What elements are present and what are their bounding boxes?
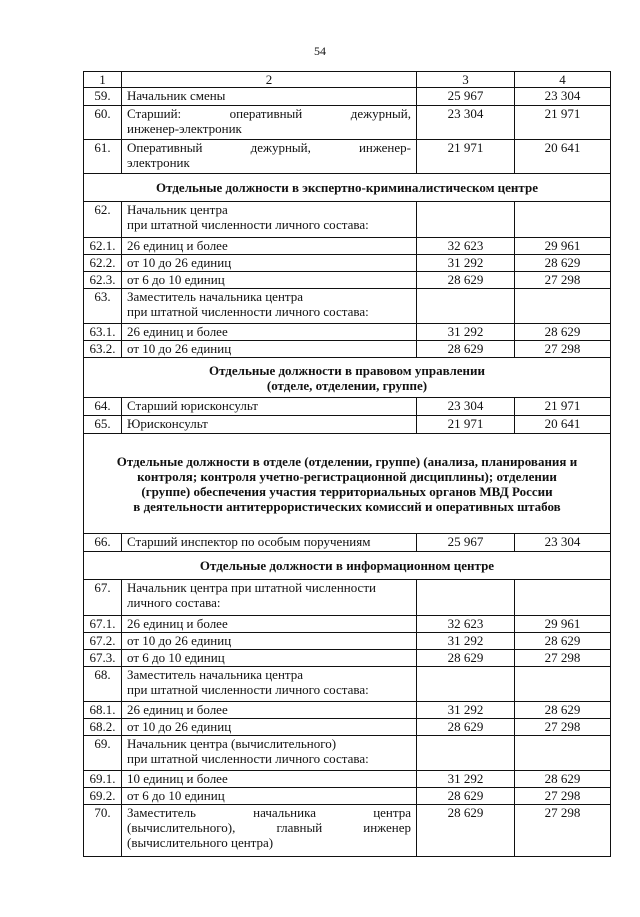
position-title-line: Старший: оперативный дежурный, bbox=[127, 106, 411, 121]
position-title: 26 единиц и более bbox=[122, 238, 417, 255]
salary-value-col4 bbox=[515, 289, 611, 324]
salary-value-col4: 28 629 bbox=[515, 702, 611, 719]
position-title: от 6 до 10 единиц bbox=[122, 272, 417, 289]
table-row bbox=[84, 633, 611, 650]
salary-value-col4 bbox=[515, 736, 611, 771]
salary-value-col4: 28 629 bbox=[515, 255, 611, 272]
position-title: от 10 до 26 единиц bbox=[122, 341, 417, 358]
row-number: 62.1. bbox=[84, 238, 122, 255]
salary-value-col3 bbox=[417, 289, 515, 324]
row-number: 60. bbox=[84, 106, 122, 140]
position-title bbox=[122, 805, 417, 857]
salary-value-col4: 21 971 bbox=[515, 398, 611, 416]
section-title bbox=[84, 358, 611, 398]
position-title-line: Заместитель начальника центра bbox=[127, 805, 411, 820]
row-number: 67.1. bbox=[84, 616, 122, 633]
salary-value-col4: 27 298 bbox=[515, 650, 611, 667]
table-row bbox=[84, 580, 611, 616]
position-title-line: при штатной численности личного состава: bbox=[127, 304, 369, 319]
position-title: Юрисконсульт bbox=[122, 416, 417, 434]
position-title-line: личного состава: bbox=[127, 595, 221, 610]
page-number: 54 bbox=[314, 44, 326, 58]
row-number: 69.1. bbox=[84, 771, 122, 788]
position-title-line: при штатной численности личного состава: bbox=[127, 217, 369, 232]
salary-value-col3 bbox=[417, 667, 515, 702]
section-title-line: в деятельности антитеррористических комиссий и оперативных штабов bbox=[133, 498, 561, 514]
table-row bbox=[84, 238, 611, 255]
position-title-line: Начальник центра bbox=[127, 202, 228, 217]
column-header-3: 3 bbox=[417, 72, 515, 88]
row-number: 62. bbox=[84, 202, 122, 238]
column-header-2: 2 bbox=[122, 72, 417, 88]
salary-value-col4: 27 298 bbox=[515, 272, 611, 289]
position-title: 26 единиц и более bbox=[122, 324, 417, 341]
section-header-row bbox=[84, 434, 611, 534]
salary-value-col4: 28 629 bbox=[515, 324, 611, 341]
row-number: 64. bbox=[84, 398, 122, 416]
section-title-line: Отдельные должности в отделе (отделении, группе) (анализа, планирования и bbox=[116, 453, 578, 469]
salary-value-col3: 31 292 bbox=[417, 255, 515, 272]
position-title-line: Начальник центра при штатной численности bbox=[127, 580, 376, 595]
salary-value-col4 bbox=[515, 667, 611, 702]
row-number: 68.1. bbox=[84, 702, 122, 719]
position-title bbox=[122, 289, 417, 324]
row-number: 63.1. bbox=[84, 324, 122, 341]
position-title bbox=[122, 580, 417, 616]
position-title: от 10 до 26 единиц bbox=[122, 719, 417, 736]
position-title-line: Заместитель начальника центра bbox=[127, 667, 304, 682]
salary-value-col3: 32 623 bbox=[417, 238, 515, 255]
position-title-line: Заместитель начальника центра bbox=[127, 289, 304, 304]
position-title: от 10 до 26 единиц bbox=[122, 633, 417, 650]
salary-value-col3: 21 971 bbox=[417, 416, 515, 434]
row-number: 69. bbox=[84, 736, 122, 771]
position-title-line: инженер-электроник bbox=[127, 121, 242, 136]
section-header-row bbox=[84, 552, 611, 580]
position-title bbox=[122, 106, 417, 140]
section-title-line: Отдельные должности в правовом управлении bbox=[208, 362, 485, 378]
salary-value-col3 bbox=[417, 580, 515, 616]
salary-value-col3 bbox=[417, 202, 515, 238]
salary-table bbox=[83, 71, 611, 857]
position-title-line: (вычислительного), главный инженер bbox=[127, 820, 411, 835]
table-row bbox=[84, 736, 611, 771]
position-title bbox=[122, 140, 417, 174]
table-row bbox=[84, 616, 611, 633]
column-header-4: 4 bbox=[515, 72, 611, 88]
salary-value-col3: 32 623 bbox=[417, 616, 515, 633]
row-number: 62.2. bbox=[84, 255, 122, 272]
table-row bbox=[84, 140, 611, 174]
salary-value-col3: 28 629 bbox=[417, 719, 515, 736]
table-row bbox=[84, 255, 611, 272]
row-number: 63.2. bbox=[84, 341, 122, 358]
position-title: Старший инспектор по особым поручениям bbox=[122, 534, 417, 552]
table-row bbox=[84, 398, 611, 416]
table-row bbox=[84, 719, 611, 736]
table-row bbox=[84, 650, 611, 667]
position-title: 10 единиц и более bbox=[122, 771, 417, 788]
salary-value-col4: 23 304 bbox=[515, 88, 611, 106]
salary-value-col3: 28 629 bbox=[417, 805, 515, 857]
salary-value-col4: 29 961 bbox=[515, 238, 611, 255]
salary-value-col3 bbox=[417, 736, 515, 771]
table-row bbox=[84, 106, 611, 140]
section-title-line: Отдельные должности в информационном центре bbox=[199, 558, 495, 573]
section-title-line: контроля; контроля учетно-регистрационной дисциплины); отделении bbox=[137, 468, 557, 484]
position-title bbox=[122, 667, 417, 702]
position-title-line: электроник bbox=[127, 155, 190, 170]
table-row bbox=[84, 702, 611, 719]
salary-value-col4 bbox=[515, 580, 611, 616]
salary-value-col4 bbox=[515, 202, 611, 238]
salary-value-col3: 28 629 bbox=[417, 650, 515, 667]
row-number: 62.3. bbox=[84, 272, 122, 289]
salary-value-col3: 21 971 bbox=[417, 140, 515, 174]
section-title-line: (отделе, отделении, группе) bbox=[266, 377, 428, 393]
position-title-line: (вычислительного центра) bbox=[127, 835, 274, 850]
position-title bbox=[122, 202, 417, 238]
salary-value-col3: 23 304 bbox=[417, 398, 515, 416]
row-number: 61. bbox=[84, 140, 122, 174]
table-row bbox=[84, 788, 611, 805]
row-number: 70. bbox=[84, 805, 122, 857]
row-number: 67. bbox=[84, 580, 122, 616]
position-title: Начальник смены bbox=[122, 88, 417, 106]
row-number: 66. bbox=[84, 534, 122, 552]
position-title-line: при штатной численности личного состава: bbox=[127, 682, 369, 697]
salary-value-col4: 20 641 bbox=[515, 140, 611, 174]
row-number: 65. bbox=[84, 416, 122, 434]
position-title-line: Оперативный дежурный, инженер- bbox=[127, 140, 411, 155]
table-row bbox=[84, 88, 611, 106]
salary-value-col4: 20 641 bbox=[515, 416, 611, 434]
position-title: от 10 до 26 единиц bbox=[122, 255, 417, 272]
row-number: 67.2. bbox=[84, 633, 122, 650]
salary-value-col4: 27 298 bbox=[515, 805, 611, 857]
salary-value-col3: 25 967 bbox=[417, 534, 515, 552]
position-title: Старший юрисконсульт bbox=[122, 398, 417, 416]
table-row bbox=[84, 771, 611, 788]
section-title-line: (группе) обеспечения участия территориальных органов МВД России bbox=[141, 483, 553, 499]
position-title: 26 единиц и более bbox=[122, 702, 417, 719]
table-row bbox=[84, 289, 611, 324]
salary-value-col3: 28 629 bbox=[417, 341, 515, 358]
section-title bbox=[84, 174, 611, 202]
salary-value-col3: 28 629 bbox=[417, 272, 515, 289]
row-number: 63. bbox=[84, 289, 122, 324]
salary-value-col4: 27 298 bbox=[515, 788, 611, 805]
salary-value-col4: 27 298 bbox=[515, 719, 611, 736]
row-number: 68. bbox=[84, 667, 122, 702]
row-number: 59. bbox=[84, 88, 122, 106]
salary-value-col3: 31 292 bbox=[417, 633, 515, 650]
salary-value-col3: 25 967 bbox=[417, 88, 515, 106]
table-row bbox=[84, 534, 611, 552]
salary-value-col4: 27 298 bbox=[515, 341, 611, 358]
position-title: от 6 до 10 единиц bbox=[122, 650, 417, 667]
column-header-1: 1 bbox=[84, 72, 122, 88]
position-title-line: Начальник центра (вычислительного) bbox=[127, 736, 337, 751]
position-title: от 6 до 10 единиц bbox=[122, 788, 417, 805]
position-title bbox=[122, 736, 417, 771]
table-row bbox=[84, 202, 611, 238]
salary-value-col3: 28 629 bbox=[417, 788, 515, 805]
salary-value-col3: 23 304 bbox=[417, 106, 515, 140]
salary-value-col4: 29 961 bbox=[515, 616, 611, 633]
row-number: 67.3. bbox=[84, 650, 122, 667]
table-row bbox=[84, 341, 611, 358]
salary-value-col3: 31 292 bbox=[417, 771, 515, 788]
table-row bbox=[84, 667, 611, 702]
table-row bbox=[84, 324, 611, 341]
position-title: 26 единиц и более bbox=[122, 616, 417, 633]
section-title bbox=[84, 552, 611, 580]
table-header-row bbox=[84, 72, 611, 88]
salary-value-col4: 28 629 bbox=[515, 633, 611, 650]
row-number: 68.2. bbox=[84, 719, 122, 736]
table-row bbox=[84, 272, 611, 289]
salary-value-col4: 21 971 bbox=[515, 106, 611, 140]
salary-value-col3: 31 292 bbox=[417, 702, 515, 719]
table-row bbox=[84, 416, 611, 434]
section-header-row bbox=[84, 358, 611, 398]
row-number: 69.2. bbox=[84, 788, 122, 805]
section-header-row bbox=[84, 174, 611, 202]
table-row bbox=[84, 805, 611, 857]
position-title-line: при штатной численности личного состава: bbox=[127, 751, 369, 766]
salary-value-col4: 28 629 bbox=[515, 771, 611, 788]
salary-value-col3: 31 292 bbox=[417, 324, 515, 341]
section-title bbox=[84, 434, 611, 534]
salary-value-col4: 23 304 bbox=[515, 534, 611, 552]
section-title-line: Отдельные должности в экспертно-криминалистическом центре bbox=[156, 180, 538, 195]
